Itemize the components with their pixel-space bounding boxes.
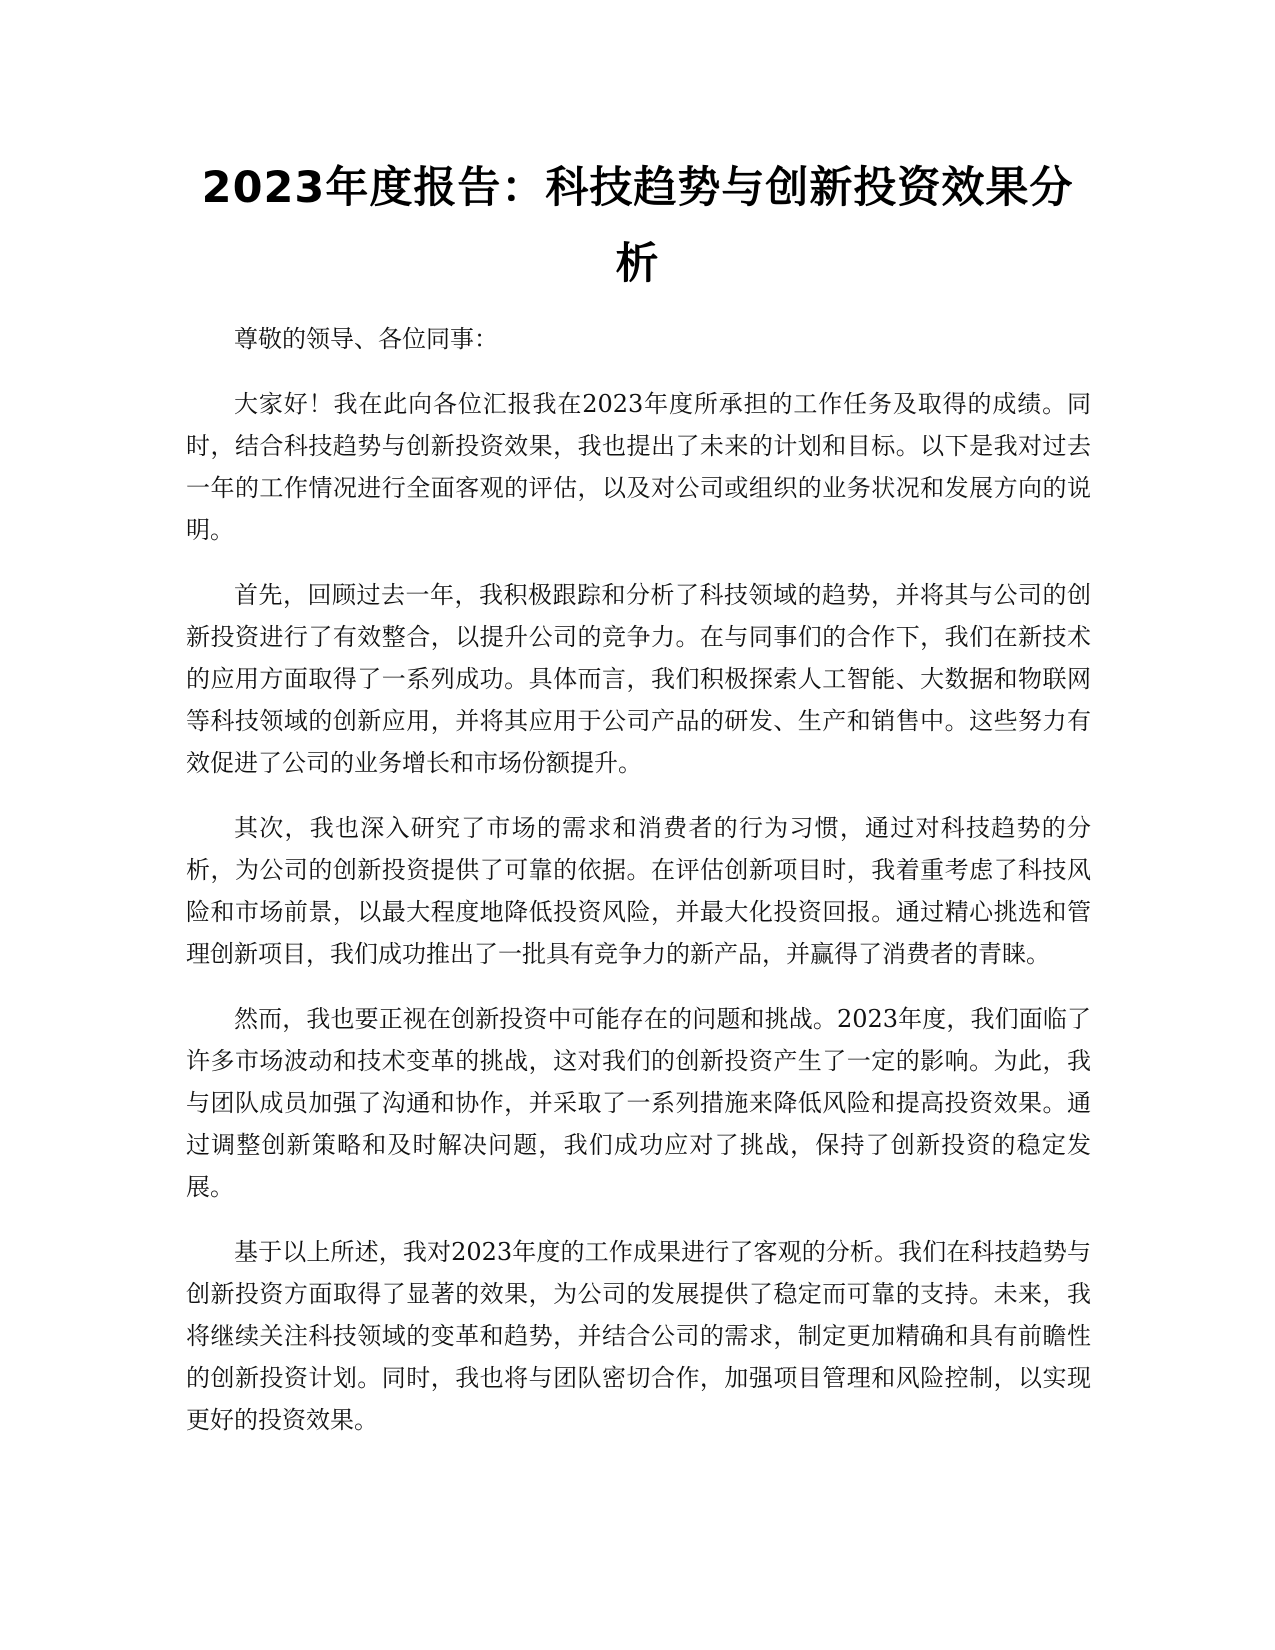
market-research-paragraph: 其次，我也深入研究了市场的需求和消费者的行为习惯，通过对科技趋势的分析，为公司的创新投资提供了可靠的依据。在评估创新项目时，我着重考虑了科技风险和市场前景，以最大程度地降低投资风险，并最大化投资回报。通过精心挑选和管理创新项目，我们成功推出了一批具有竞争力的新产品，并赢得了消费者的青睐。 [186,814,1091,968]
summary-paragraph: 基于以上所述，我对2023年度的工作成果进行了客观的分析。我们在科技趋势与创新投资方面取得了显著的效果，为公司的发展提供了稳定而可靠的支持。未来，我将继续关注科技领域的变革和趋势，并结合公司的需求，制定更加精确和具有前瞻性的创新投资计划。同时，我也将与团队密切合作，加强项目管理和风险控制，以实现更好的投资效果。 [186,1238,1091,1434]
document-title: 2023年度报告：科技趋势与创新投资效果分析 [201,163,1074,289]
challenges-paragraph: 然而，我也要正视在创新投资中可能存在的问题和挑战。2023年度，我们面临了许多市场波动和技术变革的挑战，这对我们的创新投资产生了一定的影响。为此，我与团队成员加强了沟通和协作，并采取了一系列措施来降低风险和提高投资效果。通过调整创新策略和及时解决问题，我们成功应对了挑战，保持了创新投资的稳定发展。 [186,1005,1091,1201]
intro-paragraph: 大家好！我在此向各位汇报我在2023年度所承担的工作任务及取得的成绩。同时，结合科技趋势与创新投资效果，我也提出了未来的计划和目标。以下是我对过去一年的工作情况进行全面客观的评估，以及对公司或组织的业务状况和发展方向的说明。 [186,390,1091,544]
document-body [186,318,1091,1464]
salutation-paragraph: 尊敬的领导、各位同事： [234,325,498,353]
review-paragraph: 首先，回顾过去一年，我积极跟踪和分析了科技领域的趋势，并将其与公司的创新投资进行了有效整合，以提升公司的竞争力。在与同事们的合作下，我们在新技术的应用方面取得了一系列成功。具体而言，我们积极探索人工智能、大数据和物联网等科技领域的创新应用，并将其应用于公司产品的研发、生产和销售中。这些努力有效促进了公司的业务增长和市场份额提升。 [186,581,1091,777]
